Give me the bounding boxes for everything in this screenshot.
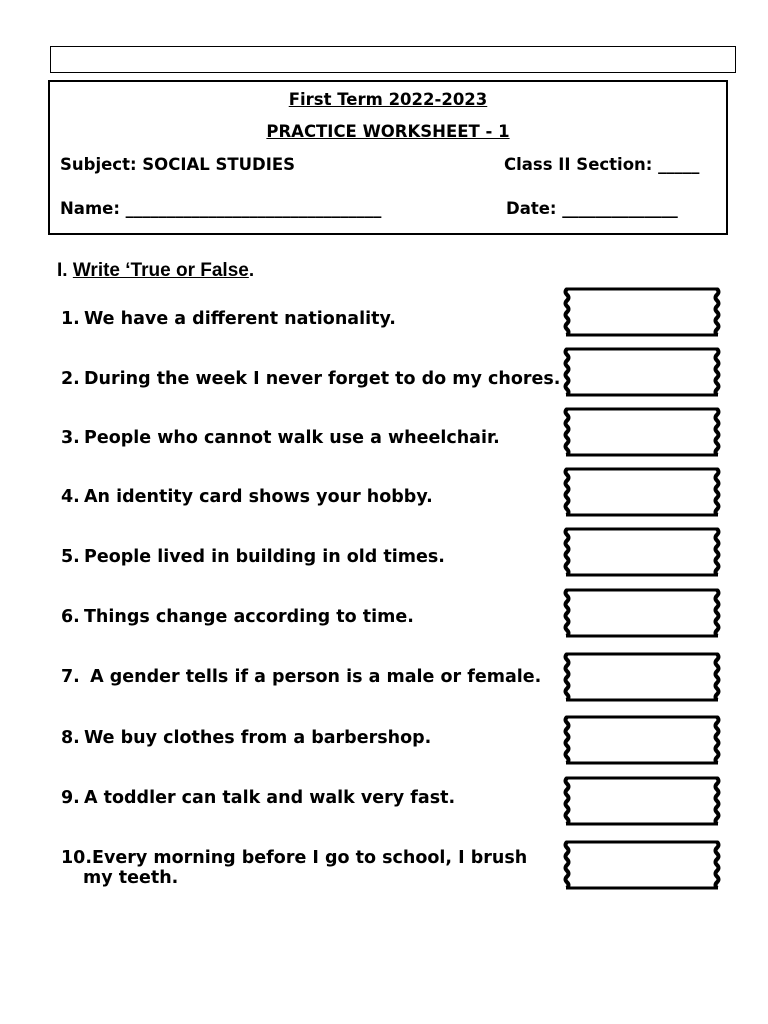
question-text-continued: my teeth. [83, 868, 179, 888]
question-number: 8. [61, 728, 80, 748]
answer-box-6[interactable] [562, 588, 722, 638]
answer-box-4[interactable] [562, 467, 722, 517]
date-field[interactable]: Date: ______________ [506, 199, 678, 218]
question-number: 5. [61, 547, 80, 567]
answer-box-frame [562, 347, 722, 397]
question-number: 6. [61, 607, 80, 627]
question-text: During the week I never forget to do my chores. [84, 369, 561, 389]
question-text: Things change according to time. [84, 607, 414, 627]
term-title: First Term 2022-2023 [288, 90, 488, 109]
answer-box-right-edge [716, 654, 719, 700]
question-text: We have a different nationality. [84, 309, 396, 329]
question-number: 1. [61, 309, 80, 329]
question-text: People who cannot walk use a wheelchair. [84, 428, 500, 448]
answer-box-frame [562, 527, 722, 577]
answer-box-frame [562, 776, 722, 826]
section-heading [57, 260, 254, 282]
answer-box-right-edge [716, 778, 719, 824]
answer-box-5[interactable] [562, 527, 722, 577]
question-6 [61, 607, 414, 627]
section-number: I. [57, 260, 73, 281]
question-number: 4. [61, 487, 80, 507]
question-7 [61, 667, 541, 687]
answer-box-left-edge [566, 409, 569, 455]
answer-box-left-edge [566, 349, 569, 395]
question-number: 2. [61, 369, 80, 389]
answer-box-10[interactable] [562, 840, 722, 890]
answer-box-frame [562, 407, 722, 457]
worksheet-header [48, 80, 728, 235]
question-text: A toddler can talk and walk very fast. [84, 788, 456, 808]
answer-box-9[interactable] [562, 776, 722, 826]
answer-box-right-edge [716, 717, 719, 763]
answer-box-right-edge [716, 590, 719, 636]
question-5 [61, 547, 445, 567]
question-text: We buy clothes from a barbershop. [84, 728, 432, 748]
answer-box-left-edge [566, 469, 569, 515]
question-number: 9. [61, 788, 80, 808]
question-number: 10. [61, 848, 93, 868]
question-10 [61, 848, 527, 888]
answer-box-frame [562, 287, 722, 337]
question-8 [61, 728, 431, 748]
answer-box-left-edge [566, 529, 569, 575]
answer-box-left-edge [566, 654, 569, 700]
answer-box-2[interactable] [562, 347, 722, 397]
answer-box-left-edge [566, 778, 569, 824]
question-text: People lived in building in old times. [84, 547, 445, 567]
answer-box-1[interactable] [562, 287, 722, 337]
answer-box-right-edge [716, 469, 719, 515]
answer-box-7[interactable] [562, 652, 722, 702]
answer-box-frame [562, 467, 722, 517]
question-2 [61, 369, 560, 389]
answer-box-right-edge [716, 289, 719, 335]
answer-box-right-edge [716, 529, 719, 575]
answer-box-right-edge [716, 349, 719, 395]
question-number: 7. [61, 667, 80, 687]
worksheet-title: PRACTICE WORKSHEET - 1 [266, 122, 510, 141]
question-text: An identity card shows your hobby. [84, 487, 433, 507]
answer-box-left-edge [566, 289, 569, 335]
question-9 [61, 788, 455, 808]
answer-box-frame [562, 840, 722, 890]
question-text: A gender tells if a person is a male or female. [84, 667, 542, 687]
section-instruction: Write ‘True or False [72, 260, 249, 281]
section-period: . [248, 260, 255, 281]
answer-box-frame [562, 588, 722, 638]
name-banner-box [50, 46, 736, 73]
answer-box-3[interactable] [562, 407, 722, 457]
question-3 [61, 428, 500, 448]
answer-box-left-edge [566, 717, 569, 763]
answer-box-right-edge [716, 409, 719, 455]
question-text: Every morning before I go to school, I brush [92, 848, 528, 868]
answer-box-8[interactable] [562, 715, 722, 765]
answer-box-left-edge [566, 842, 569, 888]
answer-box-right-edge [716, 842, 719, 888]
question-4 [61, 487, 433, 507]
question-number: 3. [61, 428, 80, 448]
question-1 [61, 309, 396, 329]
class-section-field[interactable]: Class II Section: _____ [504, 155, 700, 174]
subject-label: Subject: SOCIAL STUDIES [60, 155, 296, 174]
name-field[interactable]: Name: _______________________________ [60, 199, 382, 218]
answer-box-left-edge [566, 590, 569, 636]
answer-box-frame [562, 652, 722, 702]
answer-box-frame [562, 715, 722, 765]
